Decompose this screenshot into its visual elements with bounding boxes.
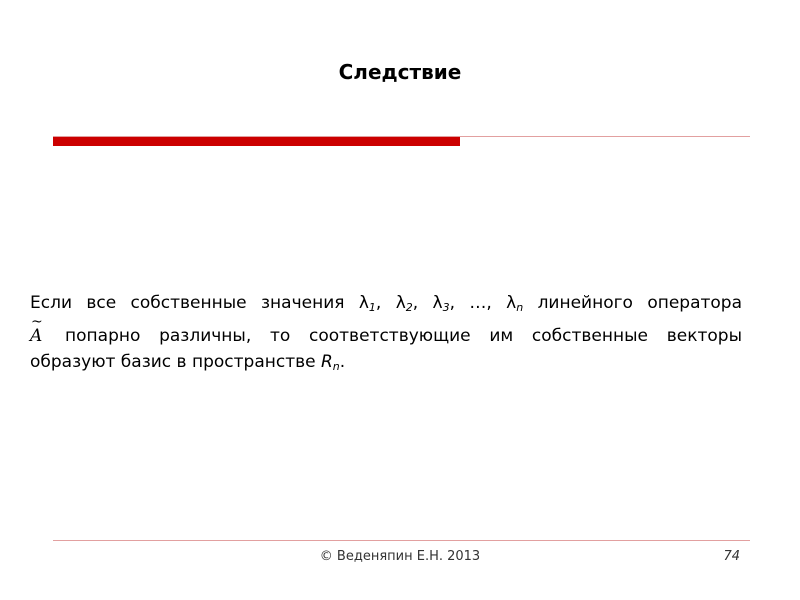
body-line3-suffix: . — [339, 352, 346, 372]
space-sub: n — [332, 360, 340, 373]
lambda-3-sub: 3 — [442, 301, 450, 314]
operator-tilde: ~ — [31, 314, 43, 330]
body-line-1 — [30, 290, 742, 321]
lambda-2-sub: 2 — [405, 301, 413, 314]
body-line-2 — [30, 314, 742, 349]
lambda-3: λ — [432, 293, 443, 313]
lambda-2: λ — [395, 293, 406, 313]
bottom-divider — [53, 540, 750, 541]
space-symbol: R — [320, 352, 333, 372]
slide-body — [30, 290, 742, 380]
body-line3-prefix: образуют базис в пространстве — [30, 352, 321, 372]
slide-title: Следствие — [338, 60, 462, 84]
body-line1-suffix: линейного оператора — [523, 293, 743, 313]
lambda-1: λ — [358, 293, 369, 313]
sep-2: , — [412, 293, 433, 313]
body-line1-prefix: Если все собственные значения — [30, 293, 359, 313]
lambda-n: λ — [506, 293, 517, 313]
lambda-n-sub: n — [516, 301, 524, 314]
sep-1: , — [375, 293, 396, 313]
operator-letter: A — [30, 326, 43, 346]
top-divider-accent-bar — [53, 137, 460, 146]
body-line-3 — [30, 349, 742, 380]
footer-copyright: © Веденяпин Е.Н. 2013 — [319, 549, 481, 564]
sep-3: , — [449, 293, 470, 313]
lambda-1-sub: 1 — [368, 301, 376, 314]
operator-symbol — [30, 314, 43, 349]
page-number: 74 — [723, 549, 740, 564]
sep-4: , — [486, 293, 507, 313]
body-line2-text: попарно различны, то соответствующие им собственные векторы — [65, 326, 742, 346]
ellipsis: … — [469, 293, 487, 313]
